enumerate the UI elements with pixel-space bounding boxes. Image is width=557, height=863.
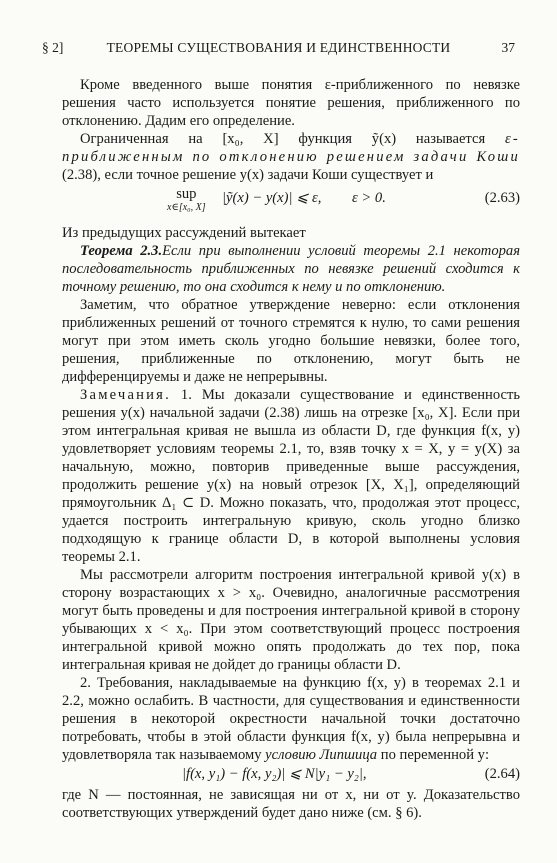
sup-symbol: sup xyxy=(176,186,197,202)
equation-2-63 xyxy=(62,186,520,222)
definition-start: Ограниченная на [x₀, X] функция ỹ(x) называется xyxy=(80,131,505,147)
paragraph-converse: Заметим, что обратное утверждение неверно: если отклонения приближенных решений от точного стремятся к нулю, то сами решения могут при этом иметь сколь угодно большие невязки, более того, решения, приближенные по отклонению, могут быть не дифференцируемы и даже не непрерывны. xyxy=(62,297,520,385)
lipschitz-term: условию Липшица xyxy=(265,747,378,763)
paragraph-lead-in: Из предыдущих рассуждений вытекает xyxy=(62,225,306,241)
equation-number: (2.63) xyxy=(484,190,520,206)
definition-term: ε-приближенным по отклонению решением задачи Коши xyxy=(62,131,520,165)
running-header xyxy=(42,40,515,60)
theorem-label: Теорема 2.3. xyxy=(80,243,163,259)
header-section: § 2] xyxy=(42,40,64,55)
paragraph-closing: где N — постоянная, не зависящая ни от x, ни от y. Доказательство соответствующих утверждений будет дано ниже (см. § 6). xyxy=(62,787,520,821)
equation-condition: ε > 0. xyxy=(352,190,386,206)
theorem-text: Если при выполнении условий теоремы 2.1 некоторая последовательность приближенных по невязке решений сходится к точному решению, то она сходится к нему и по отклонению. xyxy=(62,243,521,295)
paragraph-algorithm: Мы рассмотрели алгоритм построения интегральной кривой y(x) в сторону возрастающих x > x₀. Очевидно, аналогичные рассмотрения могут быть проведены и для построения интегральной кривой в сторону убывающих x < x₀. При этом соответствующий процесс построения интегральной кривой можно опять продолжать до тех пор, пока интегральная кривая не дойдет до границы области D. xyxy=(62,567,520,673)
equation-2-64 xyxy=(62,765,520,785)
page-body xyxy=(62,76,520,822)
definition-end: (2.38), если точное решение y(x) задачи Коши существует и xyxy=(62,167,434,183)
paragraph-intro: Кроме введенного выше понятия ε-приближенного по невязке решения часто используется понятие решения, приближенного по отклонению. Дадим его определение. xyxy=(62,77,520,129)
remarks-label: Замечания. xyxy=(80,387,171,403)
remark-2-end: по переменной y: xyxy=(377,747,490,763)
paragraph-definition xyxy=(62,130,520,184)
equation-number: (2.64) xyxy=(484,766,520,782)
paragraph-remark-1 xyxy=(62,386,520,566)
sup-subscript: x∈[x₀, X] xyxy=(167,202,206,213)
page-number: 37 xyxy=(501,40,515,55)
remark-1-text: 1. Мы доказали существование и единственность решения y(x) начальной задачи (2.38) лишь на отрезке [x₀, X]. Если при этом интегральная кривая не вышла из области D, где функция f(x, y) удовлетворяет условиям теоремы 2.1, то, взяв точку x = X, y = y(X) за начальную, можно, повторив приведенные выше рассуждения, продолжить решение y(x) на новый отрезок [X, X₁], определяющий прямоугольник Δ₁ ⊂ D. Можно показать, что, продолжая этот процесс, удается построить интегральную кривую, сколь угодно близко подходящую к границе области D, в которой выполнены условия теоремы 2.1. xyxy=(62,387,520,565)
theorem-2-3 xyxy=(62,242,520,296)
remark-2-start: 2. Требования, накладываемые на функцию f(x, y) в теоремах 2.1 и 2.2, можно ослабить. В частности, для существования и единственности решения в некоторой окрестности начальной точки достаточно потребовать, чтобы в этой области функция f(x, y) была непрерывна и удовлетворяла так называемому xyxy=(62,675,520,763)
header-title: ТЕОРЕМЫ СУЩЕСТВОВАНИЯ И ЕДИНСТВЕННОСТИ xyxy=(106,40,451,55)
equation-expression: |ỹ(x) − y(x)| ⩽ ε, xyxy=(222,190,322,206)
sup-operator xyxy=(167,186,206,213)
paragraph-remark-2 xyxy=(62,674,520,764)
lipschitz-expression: |f(x, y₁) − f(x, y₂)| ⩽ N|y₁ − y₂|, xyxy=(182,766,367,782)
